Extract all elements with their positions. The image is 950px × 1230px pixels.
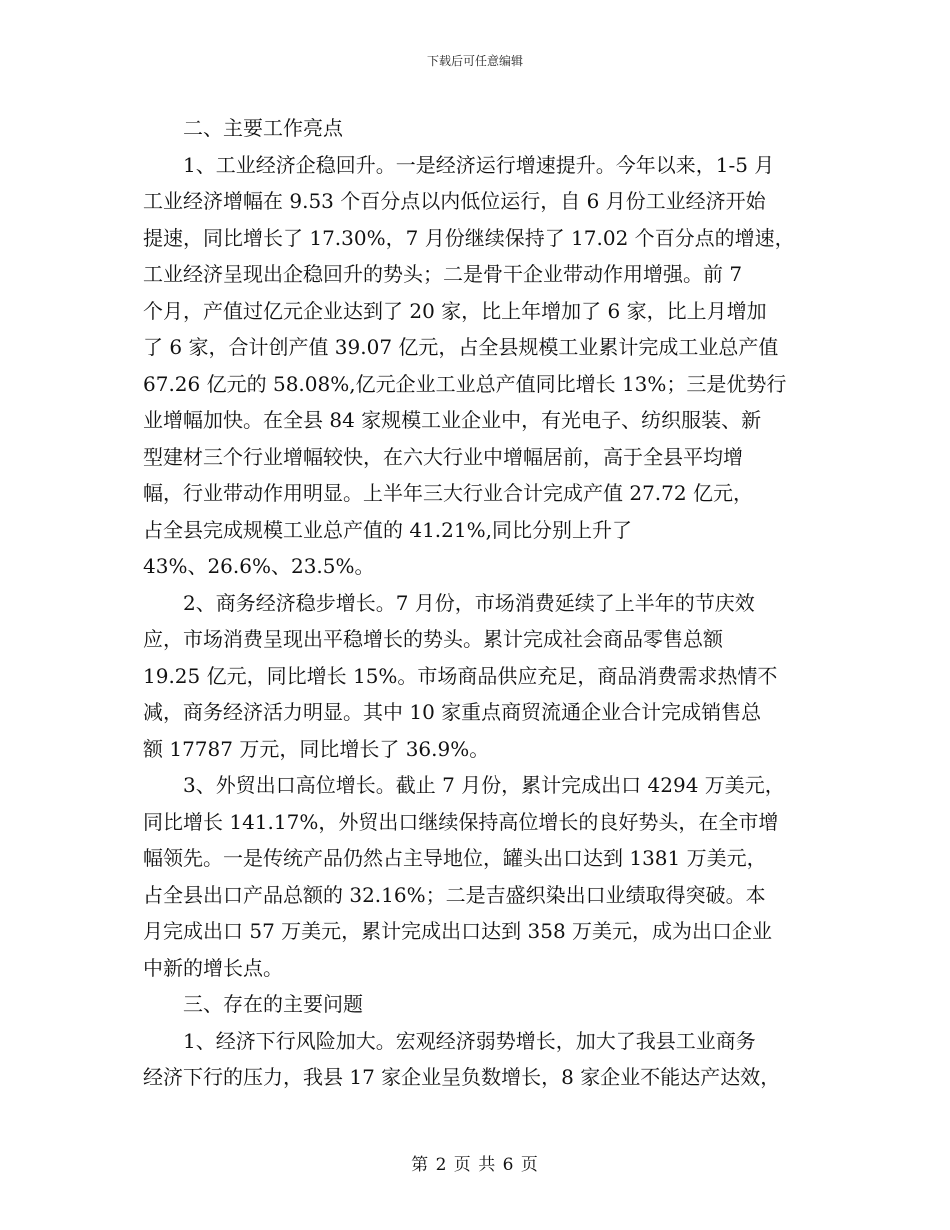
page-number-footer: 第 2 页 共 6 页 xyxy=(411,1155,539,1175)
paragraph-line: 1、经济下行风险加大。宏观经济弱势增长，加大了我县工业商务 xyxy=(183,1028,756,1053)
paragraph-line: 工业经济增幅在 9.53 个百分点以内低位运行，自 6 月份工业经济开始 xyxy=(143,189,766,213)
paragraph-line: 额 17787 万元，同比增长了 36.9%。 xyxy=(143,736,490,761)
paragraph-line: 幅领先。一是传统产品仍然占主导地位，罐头出口达到 1381 万美元， xyxy=(143,846,767,870)
paragraph-line: 2、商务经济稳步增长。7 月份，市场消费延续了上半年的节庆效 xyxy=(183,590,755,615)
paragraph-line: 减，商务经济活力明显。其中 10 家重点商贸流通企业合计完成销售总 xyxy=(143,700,762,724)
paragraph-line: 1、工业经济企稳回升。一是经济运行增速提升。今年以来，1-5 月 xyxy=(183,152,775,177)
page-header-note: 下载后可任意编辑 xyxy=(426,54,523,68)
paragraph-line: 业增幅加快。在全县 84 家规模工业企业中，有光电子、纺织服装、新 xyxy=(143,408,762,432)
paragraph-line: 67.26 亿元的 58.08%,亿元企业工业总产值同比增长 13%；三是优势行 xyxy=(143,371,787,396)
paragraph-line: 经济下行的压力，我县 17 家企业呈负数增长，8 家企业不能达产达效， xyxy=(143,1065,781,1089)
paragraph-line: 中新的增长点。 xyxy=(143,955,283,980)
paragraph-line: 幅，行业带动作用明显。上半年三大行业合计完成产值 27.72 亿元， xyxy=(143,481,753,505)
document-body xyxy=(143,110,805,1096)
paragraph-line: 占全县完成规模工业总产值的 41.21%,同比分别上升了 xyxy=(143,517,632,542)
paragraph-line: 占全县出口产品总额的 32.16%；二是吉盛织染出口业绩取得突破。本 xyxy=(143,882,766,907)
paragraph-line: 工业经济呈现出企稳回升的势头；二是骨干企业带动作用增强。前 7 xyxy=(143,262,743,286)
paragraph-line: 个月，产值过亿元企业达到了 20 家，比上年增加了 6 家，比上月增加 xyxy=(143,298,767,323)
paragraph-line: 19.25 亿元，同比增长 15%。市场商品供应充足，商品消费需求热情不 xyxy=(143,663,778,688)
paragraph-line: 3、外贸出口高位增长。截止 7 月份，累计完成出口 4294 万美元， xyxy=(183,773,785,797)
section-heading-highlights: 二、主要工作亮点 xyxy=(183,116,343,140)
paragraph-line: 同比增长 141.17%，外贸出口继续保持高位增长的良好势头，在全市增 xyxy=(143,809,779,834)
paragraph-line: 43%、26.6%、23.5%。 xyxy=(143,554,375,578)
paragraph-line: 应，市场消费呈现出平稳增长的势头。累计完成社会商品零售总额 xyxy=(143,627,723,651)
section-heading-problems: 三、存在的主要问题 xyxy=(183,992,363,1016)
paragraph-line: 了 6 家，合计创产值 39.07 亿元，占全县规模工业累计完成工业总产值 xyxy=(143,335,779,359)
paragraph-line: 型建材三个行业增幅较快，在六大行业中增幅居前，高于全县平均增 xyxy=(143,444,743,469)
paragraph-line: 提速，同比增长了 17.30%，7 月份继续保持了 17.02 个百分点的增速， xyxy=(143,225,795,250)
paragraph-line: 月完成出口 57 万美元，累计完成出口达到 358 万美元，成为出口企业 xyxy=(143,919,773,943)
